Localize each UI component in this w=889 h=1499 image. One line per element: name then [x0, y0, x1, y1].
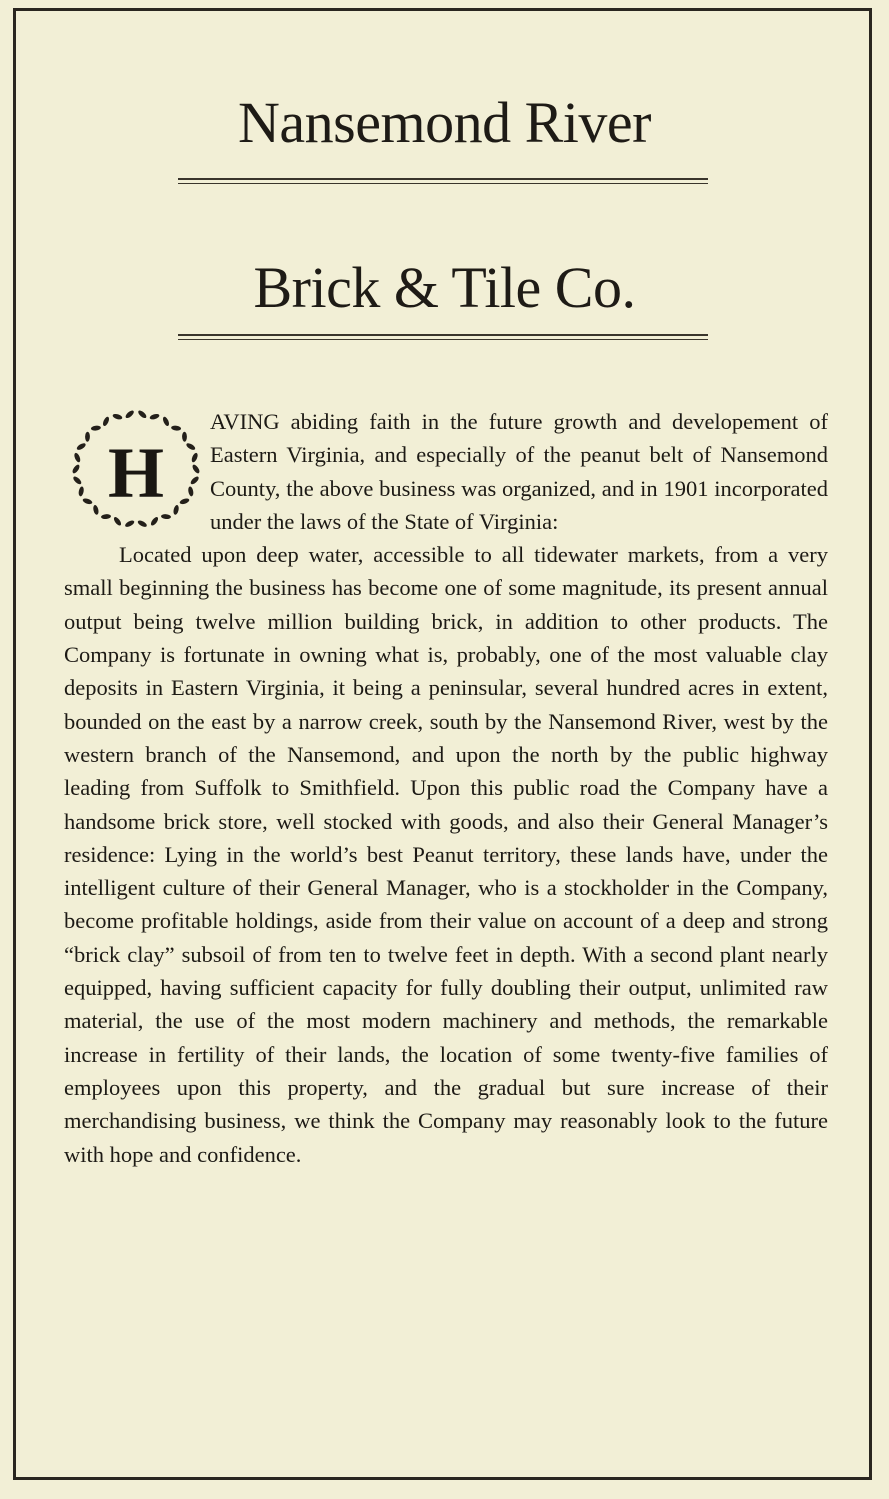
- wreath-leaf: [71, 464, 81, 475]
- wreath-leaf: [171, 425, 182, 431]
- drop-cap-letter: H: [107, 433, 165, 513]
- wreath-leaf: [124, 519, 135, 528]
- wreath-leaf: [76, 442, 87, 451]
- wreath-leaf: [185, 442, 196, 451]
- wreath-leaf: [78, 486, 85, 497]
- wreath-leaf: [150, 516, 160, 527]
- wreath-leaf: [101, 514, 111, 520]
- wreath-leaf: [137, 409, 148, 419]
- title-rule-bottom: [178, 334, 708, 340]
- wreath-leaf: [189, 475, 200, 485]
- paragraph-1-text: AVING abiding faith in the future growth and developement of Eastern Virginia, and especially of the peanut belt of Nansemond County, the above business was organized, and in 1901 incorporated under the laws of the State of Virginia:: [210, 409, 828, 534]
- wreath-leaf: [92, 504, 99, 515]
- wreath-leaf: [124, 409, 135, 419]
- wreath-leaf: [173, 504, 180, 515]
- wreath-leaf: [72, 475, 83, 485]
- wreath-leaf: [91, 425, 102, 431]
- wreath-leaf: [112, 413, 123, 421]
- company-title-line-1: Nansemond River: [238, 90, 651, 155]
- wreath-leaf: [85, 432, 90, 442]
- wreath-leaf: [187, 486, 194, 497]
- wreath-leaf: [162, 416, 171, 427]
- wreath-leaf: [102, 416, 111, 427]
- wreath-leaf: [149, 413, 160, 421]
- laurel-wreath-icon: [62, 403, 210, 536]
- wreath-leaf: [179, 497, 190, 505]
- wreath-leaf: [82, 497, 93, 505]
- wreath-leaf: [137, 519, 148, 528]
- paragraph-2: Located upon deep water, accessible to all tidewater markets, from a very small beginning the business has become one of some magnitude, its present annual output being twelve million building brick, in addition to other products. The Company is fortunate in owning what is, probably, one of the most valuable clay deposits in Eastern Virginia, it being a peninsular, several hundred acres in extent, bounded on the east by a narrow creek, south by the Nansemond River, west by the western branch of the Nansemond, and upon the north by the public highway leading from Suffolk to Smithfield. Upon this public road the Company have a handsome brick store, well stocked with goods, and also their General Manager’s residence: Lying in the world’s best Peanut territory, these lands have, under the intelligent culture of their General Manager, who is a stockholder in the Company, become profitable holdings, aside from their value on account of a deep and strong “brick clay” subsoil of from ten to twelve feet in depth. With a second plant nearly equipped, having sufficient capacity for fully doubling their output, unlimited raw material, the use of the most modern machinery and methods, the remarkable increase in fertility of their lands, the location of some twenty-five families of employees upon this property, and the gradual but sure increase of their merchandising business, we think the Company may reasonably look to the future with hope and confidence.: [64, 542, 828, 1167]
- wreath-leaf: [73, 452, 81, 463]
- wreath-leaf: [191, 464, 201, 475]
- company-title-line-2: Brick & Tile Co.: [253, 255, 636, 320]
- article-body: [64, 405, 828, 1171]
- wreath-leaf: [161, 514, 171, 520]
- title-rule-top: [178, 178, 708, 184]
- wreath-leaf: [113, 516, 123, 527]
- wreath-leaf: [182, 432, 187, 442]
- wreath-leaf: [191, 452, 199, 463]
